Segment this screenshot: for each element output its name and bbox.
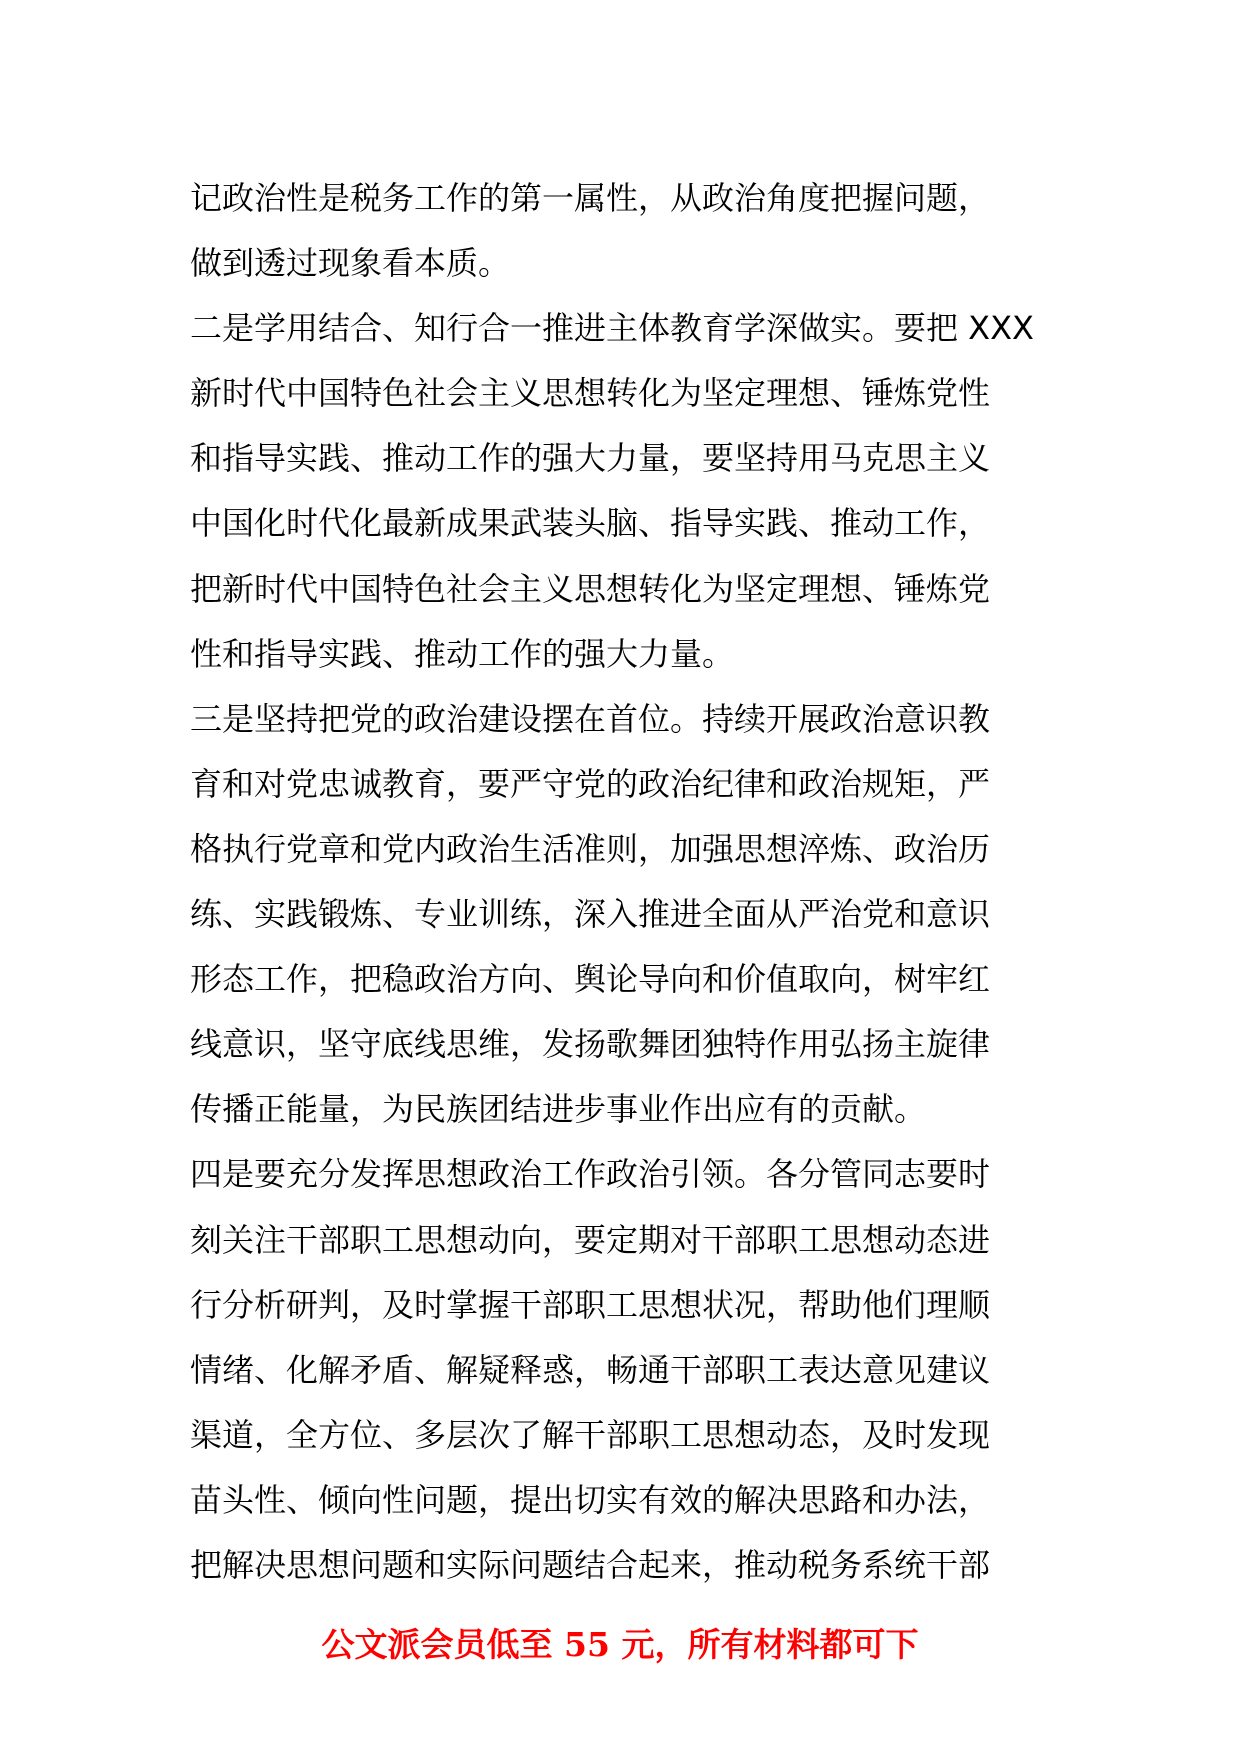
body-line: 二是学用结合、知行合一推进主体教育学深做实。要把 XXX: [190, 309, 1034, 348]
body-line: 练、实践锻炼、专业训练，深入推进全面从严治党和意识: [190, 895, 991, 934]
body-line: 四是要充分发挥思想政治工作政治引领。各分管同志要时: [190, 1155, 991, 1194]
body-line: 中国化时代化最新成果武装头脑、指导实践、推动工作，: [190, 504, 991, 543]
membership-promo-notice: 公文派会员低至 55 元，所有材料都可下: [321, 1625, 919, 1664]
body-line: 把新时代中国特色社会主义思想转化为坚定理想、锤炼党: [190, 569, 991, 608]
body-line: 线意识，坚守底线思维，发扬歌舞团独特作用弘扬主旋律: [190, 1025, 991, 1064]
body-line: 性和指导实践、推动工作的强大力量。: [190, 634, 735, 673]
body-line: 传播正能量，为民族团结进步事业作出应有的贡献。: [190, 1090, 927, 1129]
body-line: 形态工作，把稳政治方向、舆论导向和价值取向，树牢红: [190, 960, 991, 999]
body-line: 行分析研判，及时掌握干部职工思想状况，帮助他们理顺: [190, 1285, 991, 1324]
body-line: 把解决思想问题和实际问题结合起来，推动税务系统干部: [190, 1545, 991, 1584]
body-line: 记政治性是税务工作的第一属性，从政治角度把握问题，: [190, 179, 991, 217]
body-line: 和指导实践、推动工作的强大力量，要坚持用马克思主义: [190, 439, 991, 478]
body-line: 新时代中国特色社会主义思想转化为坚定理想、锤炼党性: [190, 374, 991, 413]
body-line: 渠道，全方位、多层次了解干部职工思想动态，及时发现: [190, 1415, 991, 1454]
body-line: 育和对党忠诚教育，要严守党的政治纪律和政治规矩，严: [190, 764, 991, 803]
body-line: 刻关注干部职工思想动向，要定期对干部职工思想动态进: [190, 1220, 991, 1259]
body-line: 三是坚持把党的政治建设摆在首位。持续开展政治意识教: [190, 699, 991, 738]
document-body: [190, 166, 1060, 1598]
body-line: 做到透过现象看本质。: [190, 244, 511, 283]
body-line: 情绪、化解矛盾、解疑释惑，畅通干部职工表达意见建议: [190, 1350, 991, 1389]
body-line: 格执行党章和党内政治生活准则，加强思想淬炼、政治历: [190, 829, 991, 868]
body-line: 苗头性、倾向性问题，提出切实有效的解决思路和办法，: [190, 1480, 991, 1519]
